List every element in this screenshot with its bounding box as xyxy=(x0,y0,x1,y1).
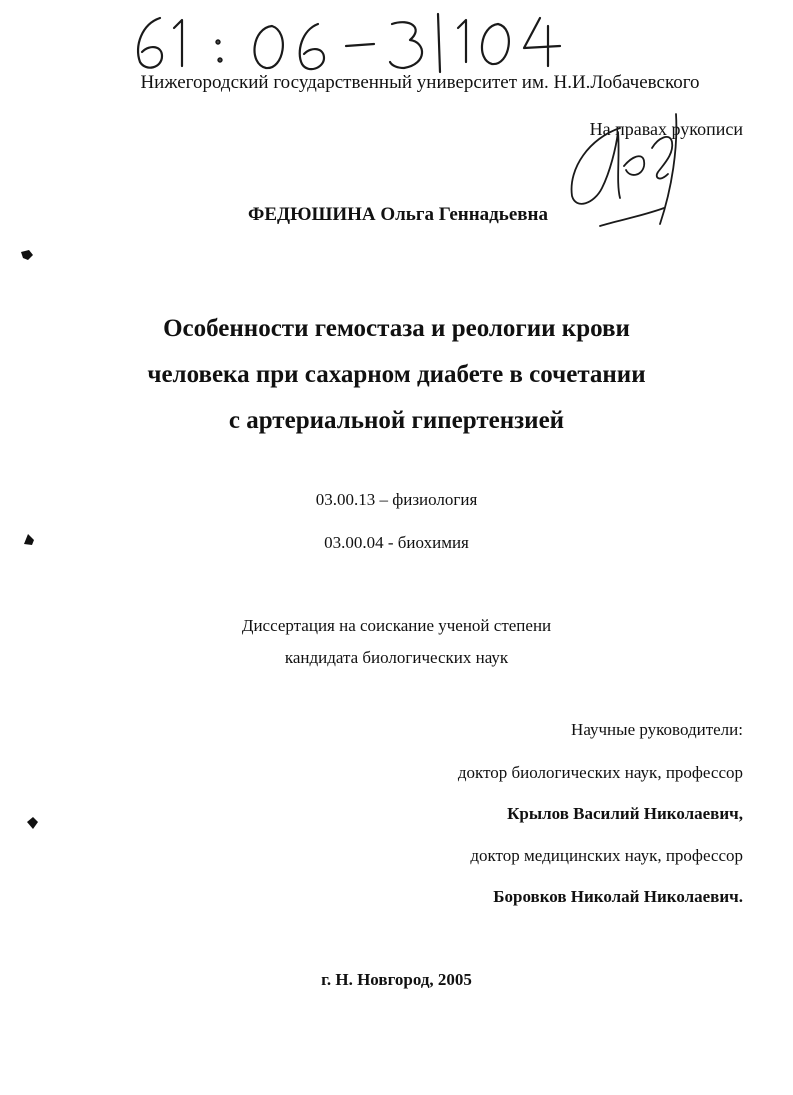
binding-mark-icon xyxy=(26,816,40,830)
dissertation-degree-line-2: кандидата биологических наук xyxy=(284,648,509,667)
dissertation-degree-line-1: Диссертация на соискание ученой степени xyxy=(241,616,552,635)
specialty-physiology: 03.00.13 – физиология xyxy=(315,490,478,509)
signature xyxy=(560,108,700,233)
thesis-title-line-1: Особенности гемостаза и реологии крови xyxy=(163,315,630,342)
supervisor-1-degree: доктор биологических наук, профессор xyxy=(457,763,743,782)
supervisor-2-degree: доктор медицинских наук, профессор xyxy=(470,846,743,865)
binding-mark-icon xyxy=(22,532,36,546)
manuscript-rights: На правах рукописи xyxy=(589,119,743,139)
thesis-title-line-2: человека при сахарном диабете в сочетании xyxy=(147,361,646,388)
city-year: г. Н. Новгород, 2005 xyxy=(321,970,472,989)
binding-mark-icon xyxy=(20,248,34,262)
supervisor-2-name: Боровков Николай Николаевич. xyxy=(493,887,743,906)
specialty-biochemistry: 03.00.04 - биохимия xyxy=(324,533,469,552)
supervisor-1-name: Крылов Василий Николаевич, xyxy=(507,804,743,823)
university-name: Нижегородский государственный университет им. Н.И.Лобачевского xyxy=(140,72,700,93)
supervisors-heading: Научные руководители: xyxy=(571,720,743,739)
author-name: ФЕДЮШИНА Ольга Геннадьевна xyxy=(248,204,548,225)
thesis-title-line-3: с артериальной гипертензией xyxy=(228,407,565,434)
handwritten-archive-code xyxy=(120,6,590,76)
